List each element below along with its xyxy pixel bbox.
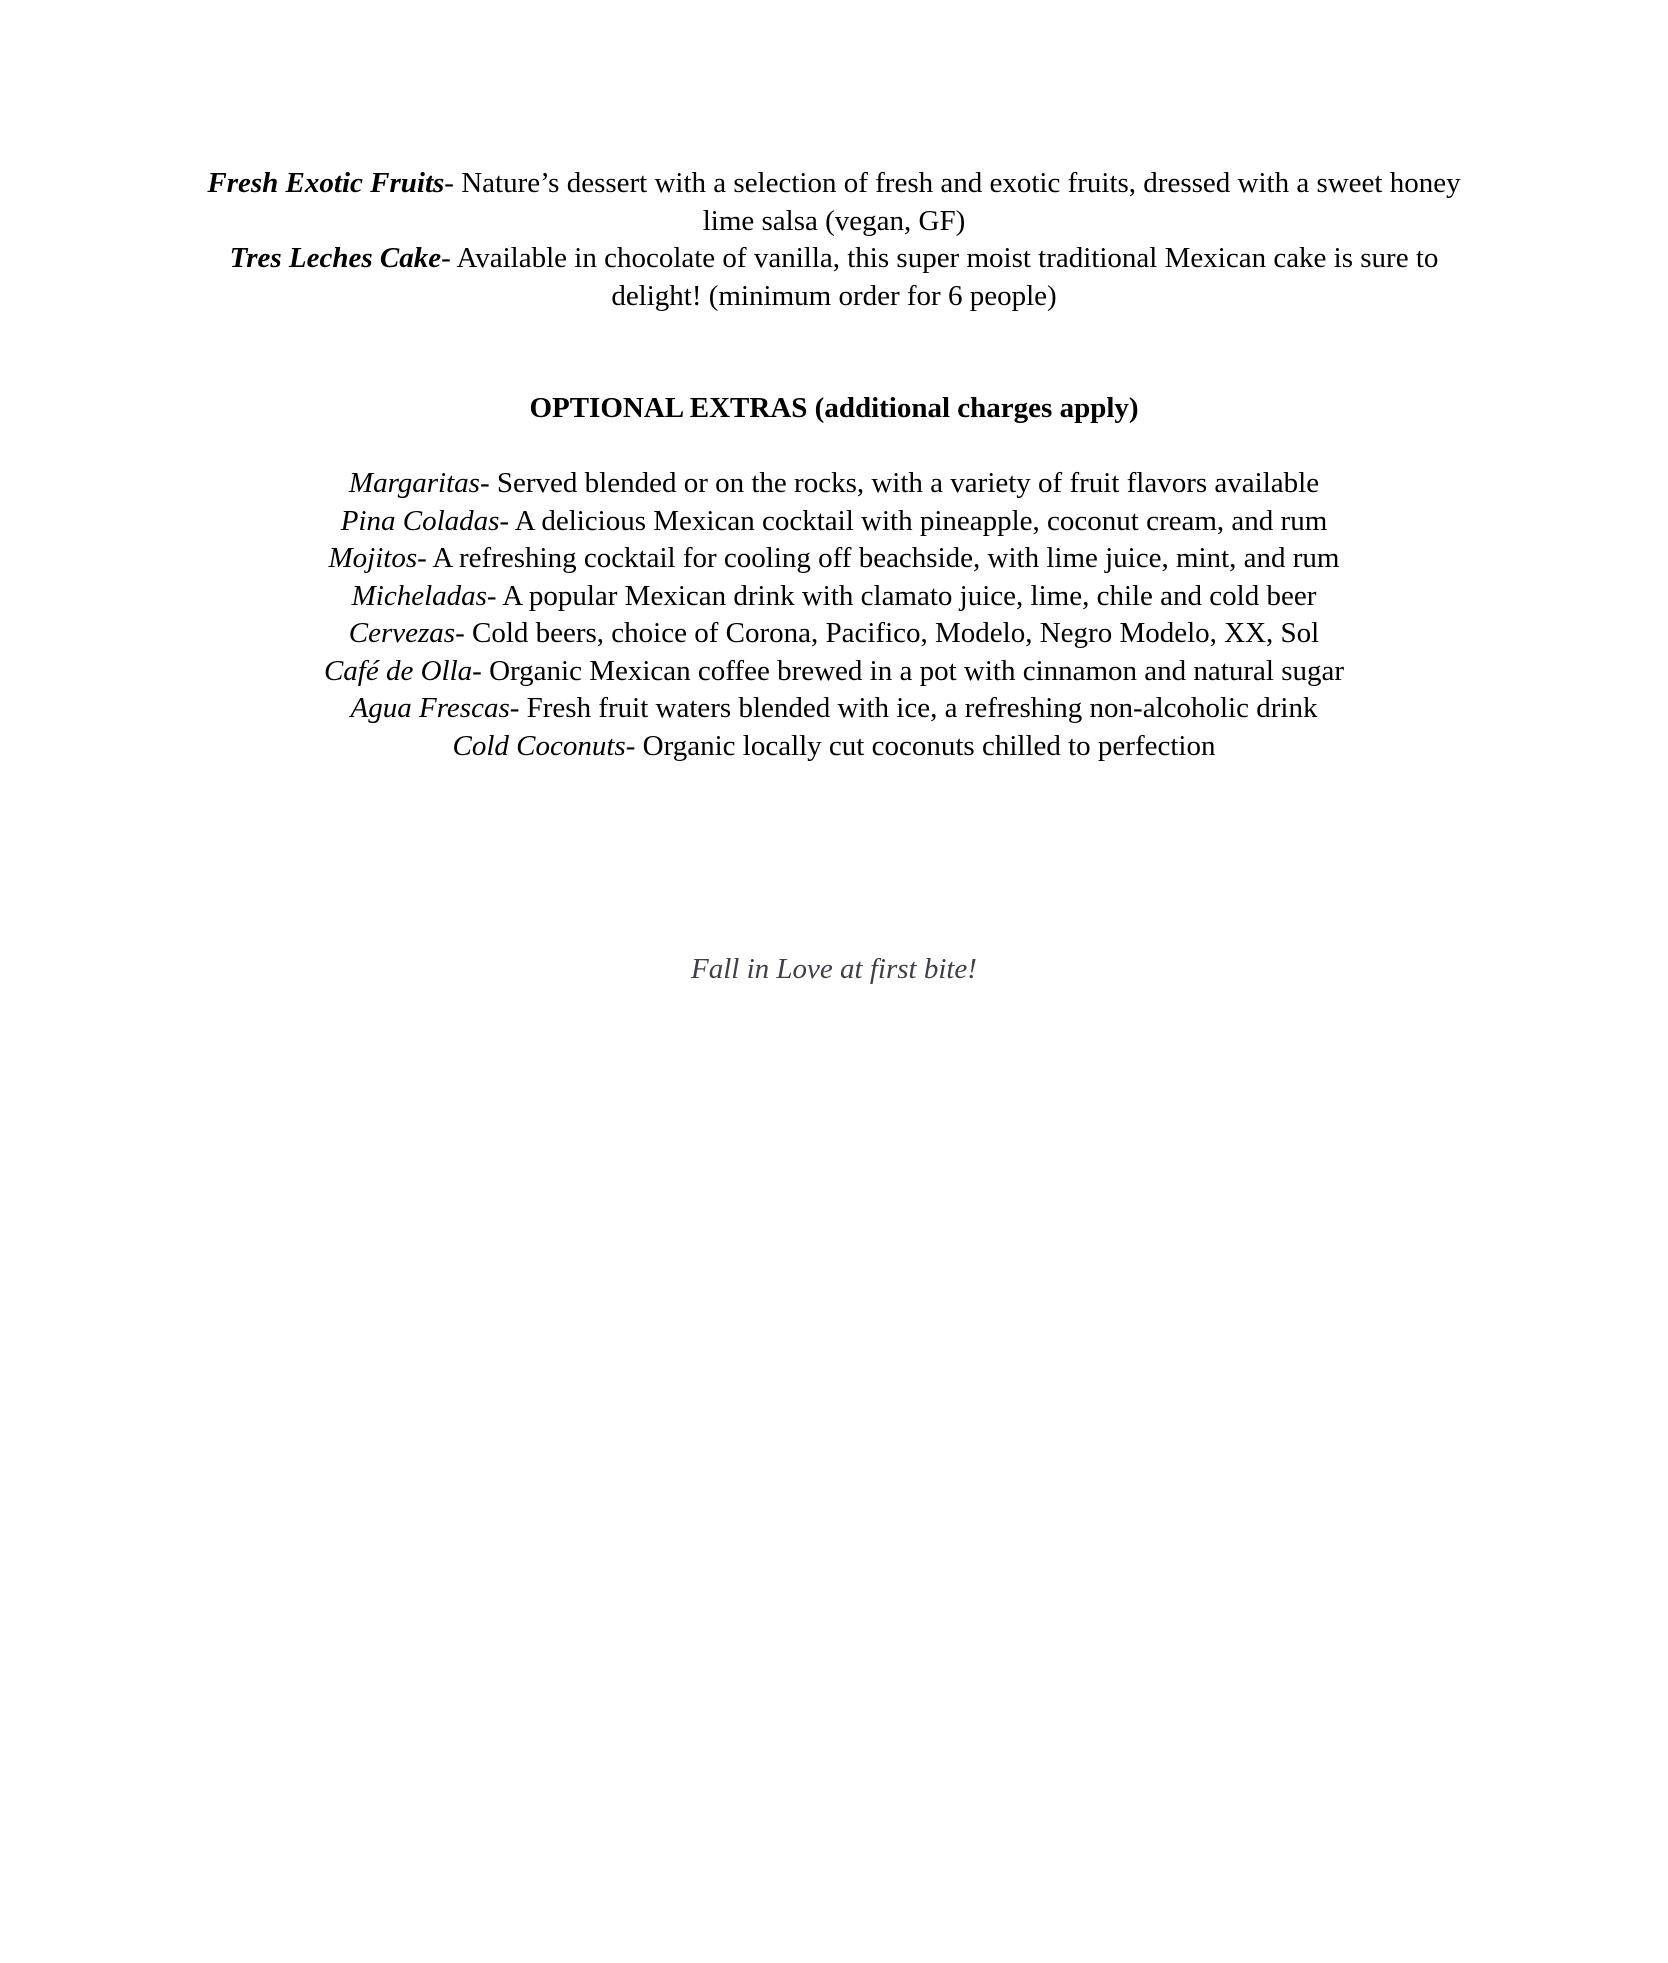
extra-description: - A popular Mexican drink with clamato juice, lime, chile and cold beer	[486, 579, 1317, 612]
extra-name: Agua Frescas	[350, 692, 510, 724]
extra-item-agua-frescas	[200, 690, 1468, 728]
extra-name: Micheladas	[351, 579, 487, 612]
extra-description: - Served blended or on the rocks, with a variety of fruit flavors available	[479, 467, 1320, 499]
extra-description: - A refreshing cocktail for cooling off beachside, with lime juice, mint, and rum	[417, 542, 1340, 574]
extra-name: Cold Coconuts	[452, 729, 626, 762]
extra-item-cervezas	[200, 615, 1468, 653]
dessert-description: - Nature’s dessert with a selection of fresh and exotic fruits, dressed with a sweet honey lime salsa (vegan, GF)	[444, 167, 1461, 237]
extra-item-micheladas	[200, 578, 1468, 616]
extra-name: Pina Coladas	[340, 504, 500, 537]
optional-extras-heading: OPTIONAL EXTRAS (additional charges apply)	[529, 392, 1139, 424]
extra-description: - Organic locally cut coconuts chilled to perfection	[625, 729, 1216, 762]
extra-description: - Cold beers, choice of Corona, Pacifico, Modelo, Negro Modelo, XX, Sol	[455, 617, 1320, 649]
extra-name: Café de Olla	[323, 654, 473, 687]
extra-name: Cervezas	[348, 617, 456, 649]
dessert-description: - Available in chocolate of vanilla, this super moist traditional Mexican cake is sure to delight! (minimum order for 6 people)	[441, 242, 1439, 312]
extra-description: - Fresh fruit waters blended with ice, a refreshing non-alcoholic drink	[509, 692, 1318, 724]
dessert-list	[200, 165, 1468, 315]
optional-extras-list	[200, 465, 1468, 765]
extra-name: Mojitos	[328, 542, 418, 574]
dessert-name: Tres Leches Cake	[229, 242, 442, 274]
extra-item-cafe-de-olla	[200, 653, 1468, 691]
extra-description: - Organic Mexican coffee brewed in a pot with cinnamon and natural sugar	[472, 654, 1345, 687]
extra-item-pina-coladas	[200, 503, 1468, 541]
dessert-item-tres-leches-cake	[200, 240, 1468, 315]
extra-item-cold-coconuts	[200, 728, 1468, 766]
extra-name: Margaritas	[348, 467, 480, 499]
dessert-item-fresh-exotic-fruits	[200, 165, 1468, 240]
tagline: Fall in Love at first bite!	[691, 953, 977, 985]
extra-item-margaritas	[200, 465, 1468, 503]
dessert-name: Fresh Exotic Fruits	[207, 167, 445, 199]
extra-item-mojitos	[200, 540, 1468, 578]
extra-description: - A delicious Mexican cocktail with pineapple, coconut cream, and rum	[499, 504, 1328, 537]
